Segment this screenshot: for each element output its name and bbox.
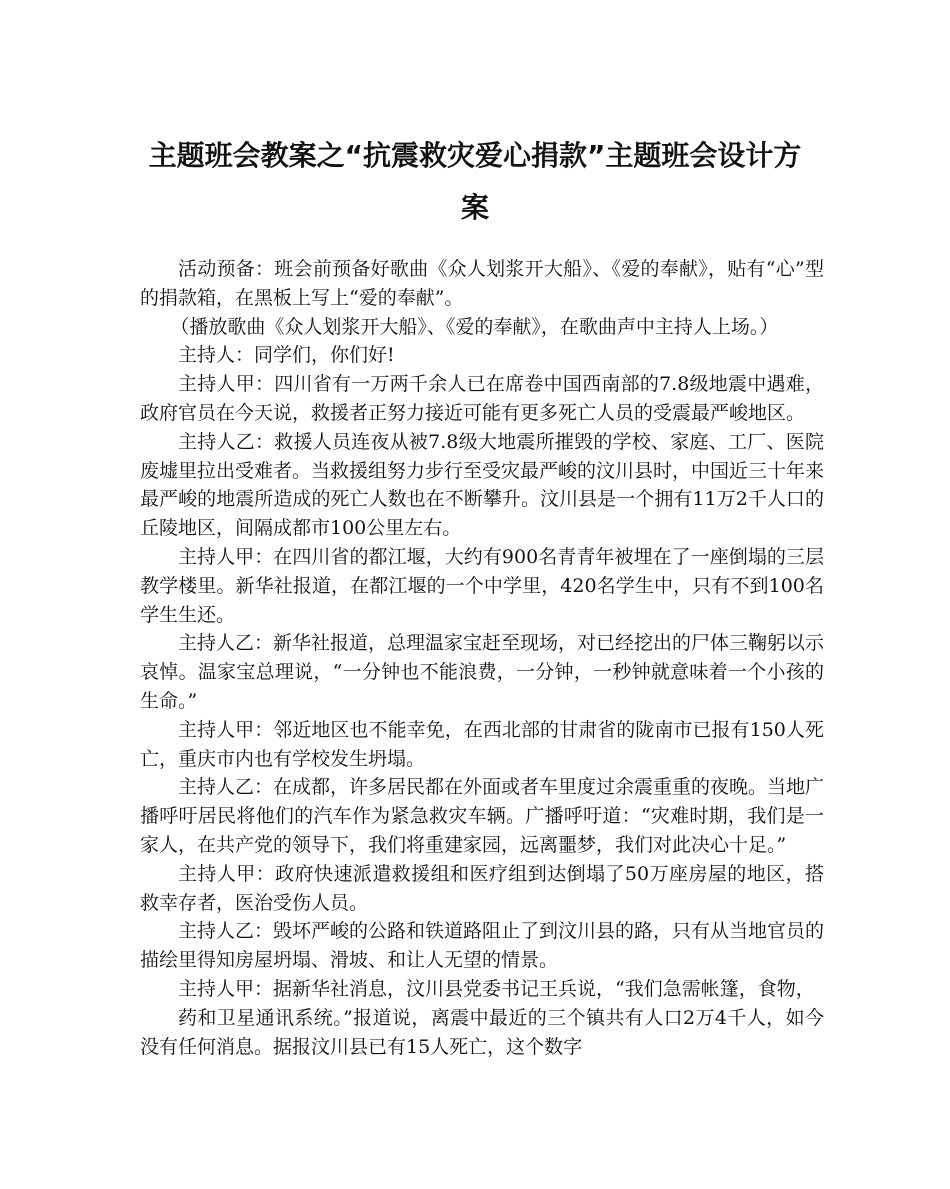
paragraph-preparation: 活动预备：班会前预备好歌曲《众人划浆开大船》、《爱的奉献》，贴有“心”型的捐款箱，在黑板上写上“爱的奉献”。 — [140, 258, 824, 309]
paragraph-host-a-2: 主持人甲：在四川省的都江堰，大约有900名青青年被埋在了一座倒塌的三层教学楼里。新华社报道，在都江堰的一个中学里，420名学生中，只有不到100名学生生还。 — [140, 545, 824, 626]
paragraph-host-b-4: 主持人乙：毁坏严峻的公路和铁道路阻止了到汶川县的路，只有从当地官员的描绘里得知房屋坍塌、滑坡、和让人无望的情景。 — [140, 920, 825, 972]
paragraph-host-a-4: 主持人甲：政府快速派遣救援组和医疗组到达倒塌了50万座房屋的地区，搭救幸存者，医治受伤人员。 — [140, 862, 824, 914]
paragraph-host-b-2: 主持人乙：新华社报道，总理温家宝赶至现场，对已经挖出的尸体三鞠躬以示哀悼。温家宝总理说，“一分钟也不能浪费，一分钟，一秒钟就意味着一个小孩的生命。” — [140, 632, 825, 712]
paragraph-continuation: 药和卫星通讯系统。”报道说，离震中最近的三个镇共有人口2万4千人，如今没有任何消息。据报汶川县已有15人死亡，这个数字 — [140, 1006, 824, 1058]
paragraph-host-b-1: 主持人乙：救援人员连夜从被7.8级大地震所摧毁的学校、家庭、工厂、医院废墟里拉出受难者。当救援组努力步行至受灾最严峻的汶川县时，中国近三十年来最严峻的地震所造成的死亡人数也在不断攀升。汶川县是一个拥有11万2千人口的丘陵地区，间隔成都市100公里左右。 — [140, 430, 825, 540]
paragraph-host-b-3: 主持人乙：在成都，许多居民都在外面或者车里度过余震重重的夜晚。当地广播呼吁居民将他们的汽车作为紧急救灾车辆。广播呼吁道：“灾难时期，我们是一家人，在共产党的领导下，我们将重建家园，远离噩梦，我们对此决心十足。” — [140, 776, 825, 856]
page-title: 主题班会教案之“抗震救灾爱心捐款”主题班会设计方案 — [148, 139, 802, 224]
paragraph-host-a-3: 主持人甲：邻近地区也不能幸免，在西北部的甘肃省的陇南市已报有150人死亡，重庆市内也有学校发生坍塌。 — [140, 718, 824, 770]
document-body — [140, 255, 824, 1061]
paragraph-host-a-1: 主持人甲：四川省有一万两千余人已在席卷中国西南部的7.8级地震中遇难，政府官员在今天说，救援者正努力接近可能有更多死亡人员的受震最严峻地区。 — [140, 373, 824, 424]
paragraph-host-greeting: 主持人：同学们，你们好! — [178, 344, 395, 367]
paragraph-host-a-5: 主持人甲：据新华社消息，汶川县党委书记王兵说，“我们急需帐篷，食物， — [178, 977, 815, 1000]
paragraph-stage-direction: （播放歌曲《众人划浆开大船》、《爱的奉献》，在歌曲声中主持人上场。） — [170, 315, 779, 338]
